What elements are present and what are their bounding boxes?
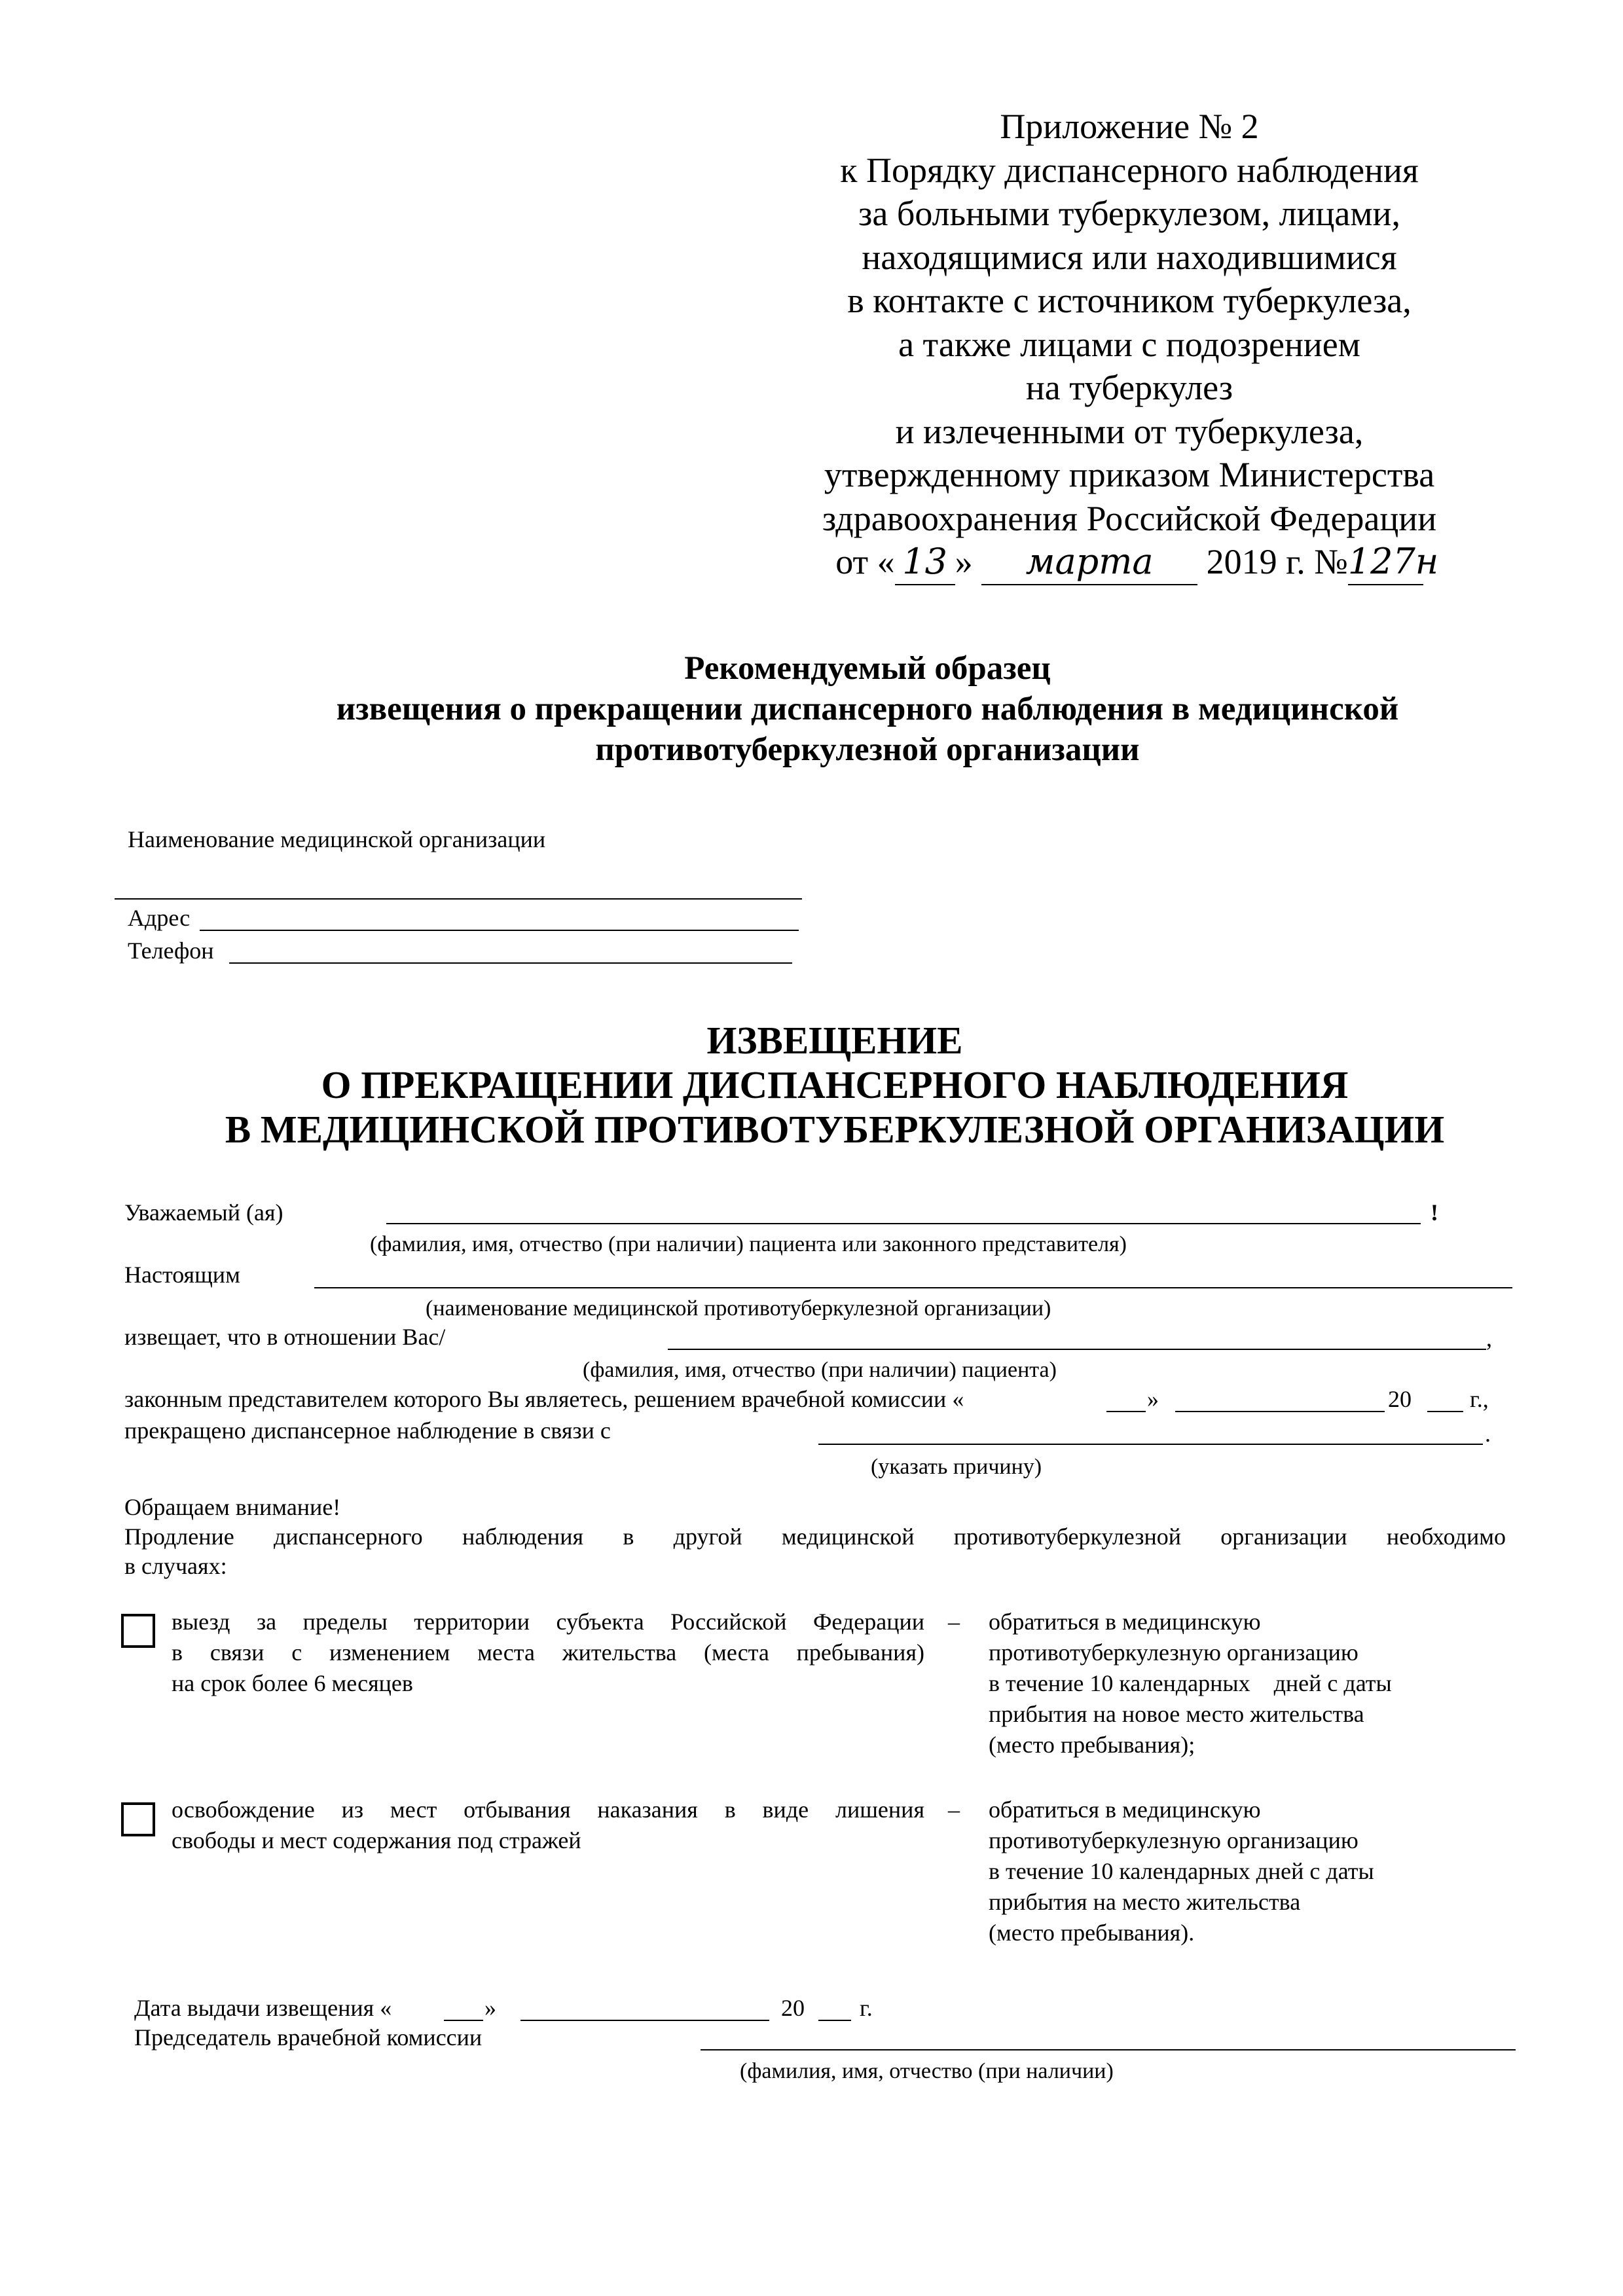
- phone-label: Телефон: [128, 938, 214, 964]
- case-action-line: в течение 10 календарных дней с даты: [989, 1858, 1374, 1884]
- year-prefix: 20: [1388, 1386, 1412, 1412]
- case-action-line: обратиться в медицинскую: [989, 1796, 1261, 1823]
- year-suffix: г.,: [1470, 1386, 1489, 1412]
- appendix-line: а также лицами с подозрением: [898, 324, 1360, 364]
- issue-year-suffix: г.: [860, 1995, 873, 2021]
- notice-title-line: О ПРЕКРАЩЕНИИ ДИСПАНСЕРНОГО НАБЛЮДЕНИЯ: [321, 1063, 1349, 1106]
- quote-close: »: [1147, 1386, 1159, 1412]
- chairman-name-line[interactable]: [701, 2049, 1516, 2050]
- issue-year-line[interactable]: [818, 2020, 851, 2021]
- appendix-line: к Порядку диспансерного наблюдения: [840, 150, 1419, 190]
- quote-close: »: [484, 1995, 496, 2021]
- notice-title-line: ИЗВЕЩЕНИЕ: [706, 1019, 963, 1062]
- dear-label: Уважаемый (ая): [124, 1199, 283, 1226]
- org-name-fill-line[interactable]: [314, 1287, 1512, 1288]
- chairman-label: Председатель врачебной комиссии: [134, 2024, 483, 2050]
- case-action-line: (место пребывания);: [989, 1732, 1195, 1758]
- case-action-line: противотуберкулезную организацию: [989, 1639, 1359, 1666]
- issue-month-line[interactable]: [520, 2020, 769, 2021]
- reason-line[interactable]: [818, 1444, 1483, 1445]
- month-field: [981, 540, 1197, 585]
- org-name-label: Наименование медицинской организации: [128, 826, 546, 852]
- decision-day-line[interactable]: [1106, 1411, 1146, 1412]
- order-date-line: [753, 540, 1506, 585]
- issue-year-prefix: 20: [781, 1995, 805, 2021]
- exclamation: !: [1431, 1199, 1438, 1226]
- attention-text: Обращаем внимание!: [124, 1494, 341, 1520]
- legal-rep-text: законным представителем которого Вы являетесь, решением врачебной комиссии «: [124, 1386, 964, 1412]
- month-handwritten: марта: [1025, 541, 1154, 582]
- reason-hint: (указать причину): [871, 1455, 1042, 1479]
- recipient-name-line[interactable]: [386, 1223, 1421, 1224]
- chairman-hint: (фамилия, имя, отчество (при наличии): [740, 2059, 1114, 2083]
- recommended-sample-title: [196, 648, 1539, 770]
- notice-title-line: В МЕДИЦИНСКОЙ ПРОТИВОТУБЕРКУЛЕЗНОЙ ОРГАНИЗАЦИИ: [225, 1108, 1445, 1151]
- appendix-line: в контакте с источником туберкулеза,: [847, 281, 1412, 320]
- appendix-line: на туберкулез: [1025, 368, 1233, 407]
- comma: ,: [1486, 1325, 1492, 1351]
- appendix-line: здравоохранения Российской Федерации: [822, 498, 1437, 538]
- decision-year-line[interactable]: [1427, 1411, 1463, 1412]
- period: .: [1485, 1421, 1491, 1447]
- org-name-line[interactable]: [115, 898, 802, 900]
- case-dash: –: [948, 1609, 960, 1635]
- case-condition-line: в связи с изменением места жительства (места пребывания): [172, 1639, 924, 1666]
- order-no-handwritten: 127н: [1347, 541, 1439, 582]
- case-condition-line: освобождение из мест отбывания наказания в виде лишения: [172, 1796, 924, 1823]
- extension-text-line: Продление диспансерного наблюдения в другой медицинской противотуберкулезной организации необходимо: [124, 1523, 1506, 1550]
- address-label: Адрес: [128, 905, 191, 931]
- terminated-label: прекращено диспансерное наблюдение в связи с: [124, 1417, 611, 1444]
- appendix-header: [753, 105, 1506, 585]
- title-line: Рекомендуемый образец: [684, 650, 1051, 687]
- phone-line[interactable]: [229, 962, 792, 964]
- notice-title: [164, 1018, 1506, 1152]
- patient-hint: (фамилия, имя, отчество (при наличии) пациента): [583, 1358, 1057, 1382]
- appendix-line: утвержденному приказом Министерства: [824, 455, 1435, 494]
- patient-name-line[interactable]: [668, 1349, 1486, 1350]
- case-action-line: обратиться в медицинскую: [989, 1609, 1261, 1635]
- notifies-label: извещает, что в отношении Вас/: [124, 1324, 446, 1350]
- case-condition-line: выезд за пределы территории субъекта Российской Федерации: [172, 1609, 924, 1635]
- order-no-field: [1347, 540, 1439, 585]
- case-condition-line: на срок более 6 месяцев: [172, 1670, 413, 1696]
- quote-close: »: [955, 542, 973, 581]
- org-hint: (наименование медицинской противотуберкулезной организации): [426, 1296, 1051, 1321]
- appendix-line: Приложение № 2: [1000, 107, 1259, 146]
- hereby-label: Настоящим: [124, 1262, 240, 1288]
- decision-month-line[interactable]: [1175, 1411, 1385, 1412]
- case-action-line: (место пребывания).: [989, 1920, 1195, 1946]
- case-action-line: прибытия на новое место жительства: [989, 1701, 1364, 1727]
- day-field: [895, 540, 955, 585]
- extension-text-line: в случаях:: [124, 1553, 227, 1579]
- case-relocation-checkbox[interactable]: [121, 1614, 155, 1648]
- case-action-line: противотуберкулезную организацию: [989, 1827, 1359, 1853]
- case-action-line: прибытия на место жительства: [989, 1889, 1301, 1915]
- date-prefix: от «: [835, 542, 895, 581]
- case-action-line: в течение 10 календарных дней с даты: [989, 1670, 1392, 1696]
- appendix-line: за больными туберкулезом, лицами,: [858, 194, 1400, 233]
- issue-day-line[interactable]: [444, 2020, 483, 2021]
- year-text: 2019 г. №: [1206, 542, 1348, 581]
- case-release-checkbox[interactable]: [121, 1802, 155, 1836]
- case-dash: –: [948, 1796, 960, 1823]
- address-line[interactable]: [200, 930, 799, 931]
- appendix-line: и излеченными от туберкулеза,: [895, 411, 1364, 451]
- case-condition-line: свободы и мест содержания под стражей: [172, 1827, 581, 1853]
- title-line: противотуберкулезной организации: [595, 731, 1140, 768]
- day-handwritten: 13: [902, 541, 947, 582]
- dear-hint: (фамилия, имя, отчество (при наличии) пациента или законного представителя): [370, 1232, 1127, 1256]
- appendix-line: находящимися или находившимися: [862, 237, 1397, 277]
- issue-date-label: Дата выдачи извещения «: [134, 1995, 392, 2021]
- title-line: извещения о прекращении диспансерного наблюдения в медицинской: [336, 691, 1399, 727]
